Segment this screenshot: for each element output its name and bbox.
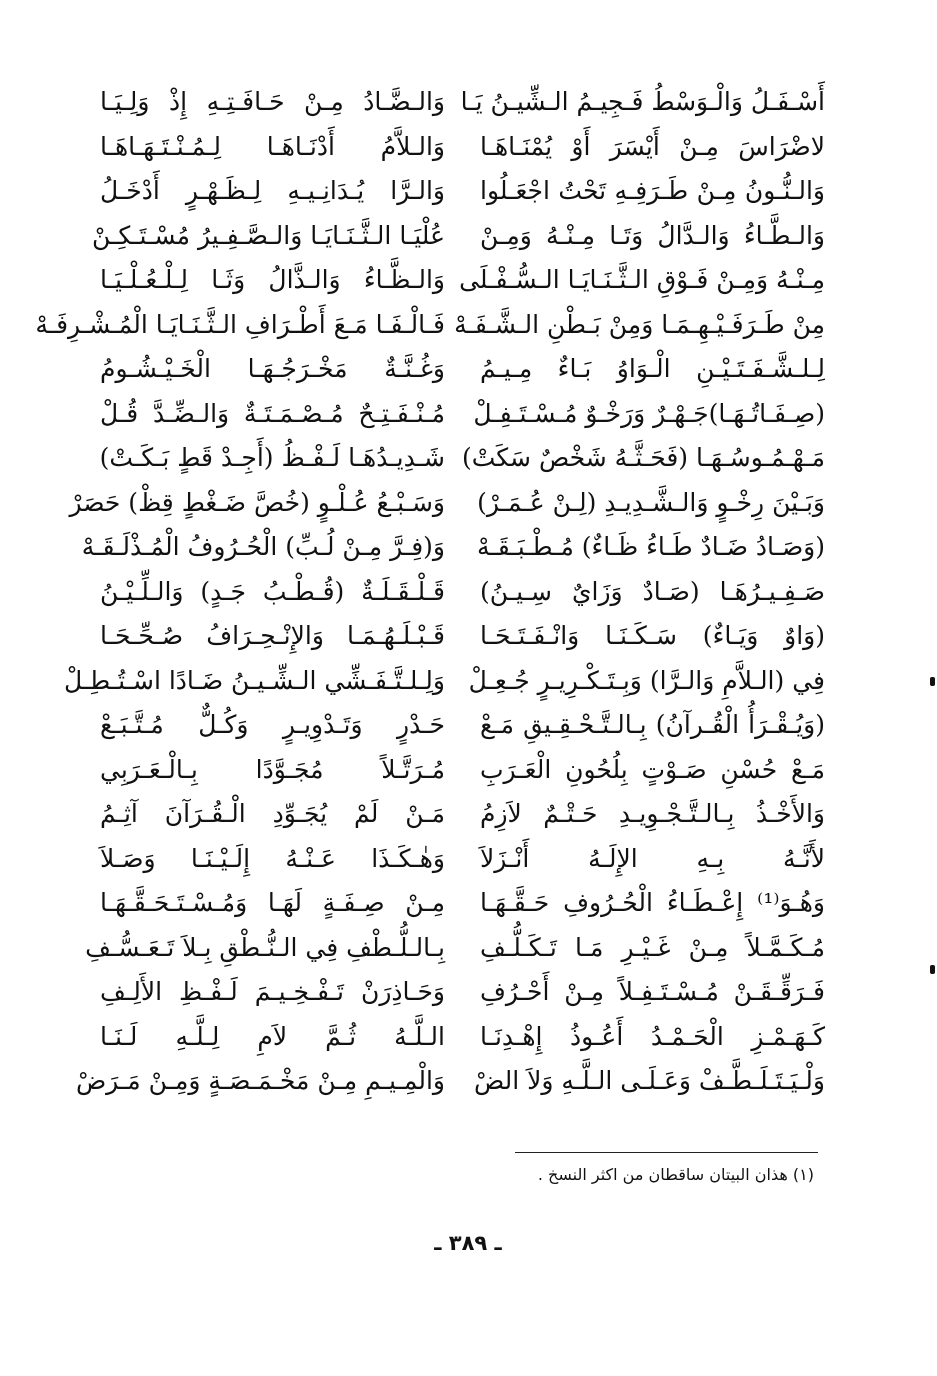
verse-right-hemistich: وَالـنُّـونُ مِـنْ طَـرَفِـهِ تَحْتُ اجْعَـلُوا: [480, 176, 825, 206]
verse-right-hemistich: مَـهْـمُـوسُـهَـا (فَحَـثَّـهُ شَخْصٌ سَكَتْ): [461, 443, 825, 473]
verse-right-hemistich: وَهُـوَ⁽¹⁾ إِعْـطَـاءُ الْحُـرُوفِ حَـقَّـهَـا: [480, 888, 825, 918]
verse-line: [100, 792, 825, 837]
verse-right-hemistich: وَلْـيَـتَـلَـطَّـفْ وَعَـلَـى الـلَّـهِ وَلاَ الضْ: [473, 1066, 825, 1096]
verse-right-hemistich: صَـفِـيـرُهَـا (صَـادٌ وَزَايٌ سِـيـنُ): [480, 576, 825, 606]
verse-line: [92, 214, 825, 259]
verse-line: [69, 481, 825, 526]
verse-right-hemistich: مُـكَـمَّـلاً مِـنْ غَـيْـرِ مَـا تَـكَـلُّـفِ: [480, 932, 825, 962]
verse-line: [85, 926, 825, 971]
verse-right-hemistich: وَالأَخْـذُ بِـالـتَّـجْـوِيـدِ حَـتْـمٌ لاَزِمُ: [480, 799, 825, 829]
verse-line: [100, 1015, 825, 1060]
footnote-separator: [515, 1152, 818, 1153]
verse-line: [100, 347, 825, 392]
verse-right-hemistich: وَالـطَّـاءُ وَالـدَّالُ وَتَـا مِـنْـهُ وَمِـنْ: [480, 220, 825, 250]
verse-left-hemistich: مِـنْ صِـفَـةٍ لَهَـا وَمُـسْـتَـحَـقَّـهَـا: [100, 888, 445, 918]
verse-line: [100, 748, 825, 793]
verse-right-hemistich: فِي (الـلاَّمِ وَالـرَّا) وَبِـتَـكْـرِيـرٍ جُـعِـلْ: [468, 665, 825, 695]
verse-left-hemistich: وَالـظَّـاءُ وَالـذَّالُ وَثَـا لِـلْـعُـلْـيَـا: [100, 265, 445, 295]
verse-line: [100, 837, 825, 882]
verse-right-hemistich: فَـرَقِّـقَـنْ مُـسْـتَـفِـلاً مِـنْ أَحْـرُفِ: [480, 977, 825, 1007]
verse-left-hemistich: وَالـضَّـادُ مِـنْ حَـافَـتِـهِ إِذْ وَلِـيَـا: [100, 87, 445, 117]
verse-right-hemistich: وَبَـيْنَ رِخْـوٍ وَالـشَّـدِيـدِ (لِـنْ عُـمَـرْ): [477, 487, 825, 517]
verse-right-hemistich: (وَاوٌ وَيَـاءٌ) سَـكَـنَـا وَانْـفَـتَـحَـا: [480, 621, 825, 651]
verse-right-hemistich: (وَيُـقْـرَأُ الْقُـرآنُ) بِـالـتَّـحْـقِـيقِ مَـعْ: [480, 710, 825, 740]
verse-right-hemistich: مِـنْـهُ وَمِـنْ فَـوْقِ الـثَّـنَـايَـا الـسُّـفْـلَى: [459, 265, 825, 295]
verse-right-hemistich: (وَصَـادُ ضَـادٌ طَـاءُ ظَـاءٌ) مُـطْـبَـقَـهْ: [477, 532, 825, 562]
verse-left-hemistich: وَغُـنَّـةٌ مَخْـرَجُـهَـا الْخَـيْـشُـومُ: [100, 354, 445, 384]
verse-left-hemistich: قَـلْـقَـلَـةٌ (قُـطْـبُ جَـدٍ) وَالـلِّـيْـنُ: [100, 576, 445, 606]
verse-line: [100, 258, 825, 303]
verse-line: [100, 881, 825, 926]
verse-line: [100, 570, 825, 615]
verse-left-hemistich: الـلَّـهُ ثُـمَّ لاَمِ لِـلَّـهِ لَـنَـا: [100, 1021, 445, 1051]
verse-right-hemistich: (صِـفَـاتُـهَـا)جَـهْـرٌ وَرَخْـوٌ مُـسْـتَـفِـلْ: [473, 398, 825, 428]
page-number: ـ ٣٨٩ ـ: [434, 1231, 502, 1255]
verse-left-hemistich: وَلِـلـتَّـفَـشِّي الـشِّـيـنُ ضَـادًا اسْـتُـطِـلْ: [64, 665, 445, 695]
margin-mark: [930, 965, 935, 974]
verse-line: [100, 392, 825, 437]
verse-left-hemistich: بِـالـلُّـطْفِ فِي الـنُّـطْقِ بِـلاَ تَـعَـسُّـفِ: [85, 932, 445, 962]
verse-line: [100, 703, 825, 748]
verse-left-hemistich: وَسَـبْـعُ عُـلْـوٍ (خُصَّ ضَـغْطٍ قِظْ) حَصَرْ: [69, 487, 445, 517]
verse-right-hemistich: لاضْرَاسَ مِـنْ أَيْسَرَ أَوْ يُمْنَـاهَـا: [480, 131, 825, 161]
verse-left-hemistich: وَالـرَّا يُـدَانِـيـهِ لِـظَـهْـرٍ أَدْخَـلُ: [100, 176, 445, 206]
verse-left-hemistich: حَـدْرٍ وَتَـدْوِيـرٍ وَكُـلٌّ مُـتَّـبَـعْ: [100, 710, 445, 740]
verse-left-hemistich: مُـرَتَّـلاً مُجَـوَّدًا بِـالْـعَـرَبِي: [100, 754, 445, 784]
verse-line: [75, 1059, 825, 1104]
verse-line: [35, 303, 825, 348]
verse-left-hemistich: وَحَـاذِرَنْ تَـفْـخِـيـمَ لَـفْـظِ الأَلِـفِ: [100, 977, 445, 1007]
verse-right-hemistich: لأَنَّـهُ بِـهِ الإِلَـهُ أَنْـزَلاَ: [480, 843, 825, 873]
verse-left-hemistich: وَهٰـكَـذَا عَـنْـهُ إِلَـيْـنَـا وَصَـلاَ: [100, 843, 445, 873]
verse-left-hemistich: شَـدِيـدُهَـا لَـفْـظُ (أَجِـدْ قَطٍ بَـكَـتْ): [99, 443, 445, 473]
verse-left-hemistich: مُـنْـفَـتِـحٌ مُـصْـمَـتَـةٌ وَالـضِّـدَّ قُـلْ: [100, 398, 445, 428]
verse-right-hemistich: أَسْـفَـلُ وَالْـوَسْطُ فَـجِيـمُ الـشِّيـنُ يَـا: [460, 87, 825, 117]
verse-left-hemistich: قَـبْـلَـهُـمَـا وَالإِنْـحِـرَافُ صُـحِّـحَـا: [100, 621, 445, 651]
verse-left-hemistich: فَـالْـفَـا مَـعَ أَطْـرَافِ الـثَّـنَـايَـا الْمُـشْـرِفَـهْ: [35, 309, 445, 339]
footnote: (١) هذان البيتان ساقطان من اكثر النسخ .: [537, 1165, 814, 1184]
verse-line: [100, 169, 825, 214]
verse-left-hemistich: وَالـلاَّمُ أَدْنَـاهَـا لِـمُـنْـتَـهَـاهَـا: [100, 131, 445, 161]
verse-left-hemistich: وَ(فِـرَّ مِـنْ لُـبِّ) الْحُـرُوفُ الْمُـذْلَـقَـهْ: [81, 532, 445, 562]
verse-line: [81, 525, 825, 570]
verse-right-hemistich: مِنْ طَـرَفَـيْـهِـمَـا وَمِنْ بَـطْنِ الـشَّـفَـهْ: [454, 309, 825, 339]
margin-mark: [930, 677, 935, 686]
verse-line: [100, 436, 825, 481]
verse-left-hemistich: وَالْمِـيـمِ مِـنْ مَخْـمَـصَـةٍ وَمِـنْ مَـرَضْ: [75, 1066, 445, 1096]
verse-right-hemistich: لِـلـشَّـفَـتَـيْـنِ الْـوَاوُ بَـاءٌ مِـيـمُ: [480, 354, 825, 384]
verse-line: [100, 80, 825, 125]
verse-line: [64, 659, 825, 704]
verse-right-hemistich: مَـعْ حُسْنِ صَـوْتٍ بِلُحُونِ الْعَـرَبِ: [480, 754, 825, 784]
verse-line: [100, 614, 825, 659]
verse-left-hemistich: عُلْيَـا الـثَّـنَـايَـا وَالـصَّـفِـيرُ مُسْـتَـكِـنْ: [92, 220, 445, 250]
verse-line: [100, 970, 825, 1015]
poem-body: [35, 80, 825, 1104]
verse-left-hemistich: مَـنْ لَمْ يُجَـوِّدِ الْـقُـرَآنَ آثِـمُ: [100, 799, 445, 829]
verse-line: [100, 125, 825, 170]
verse-right-hemistich: كَـهَـمْـزِ الْحَـمْـدُ أَعُـوذُ إِهْـدِنَـا: [480, 1021, 825, 1051]
